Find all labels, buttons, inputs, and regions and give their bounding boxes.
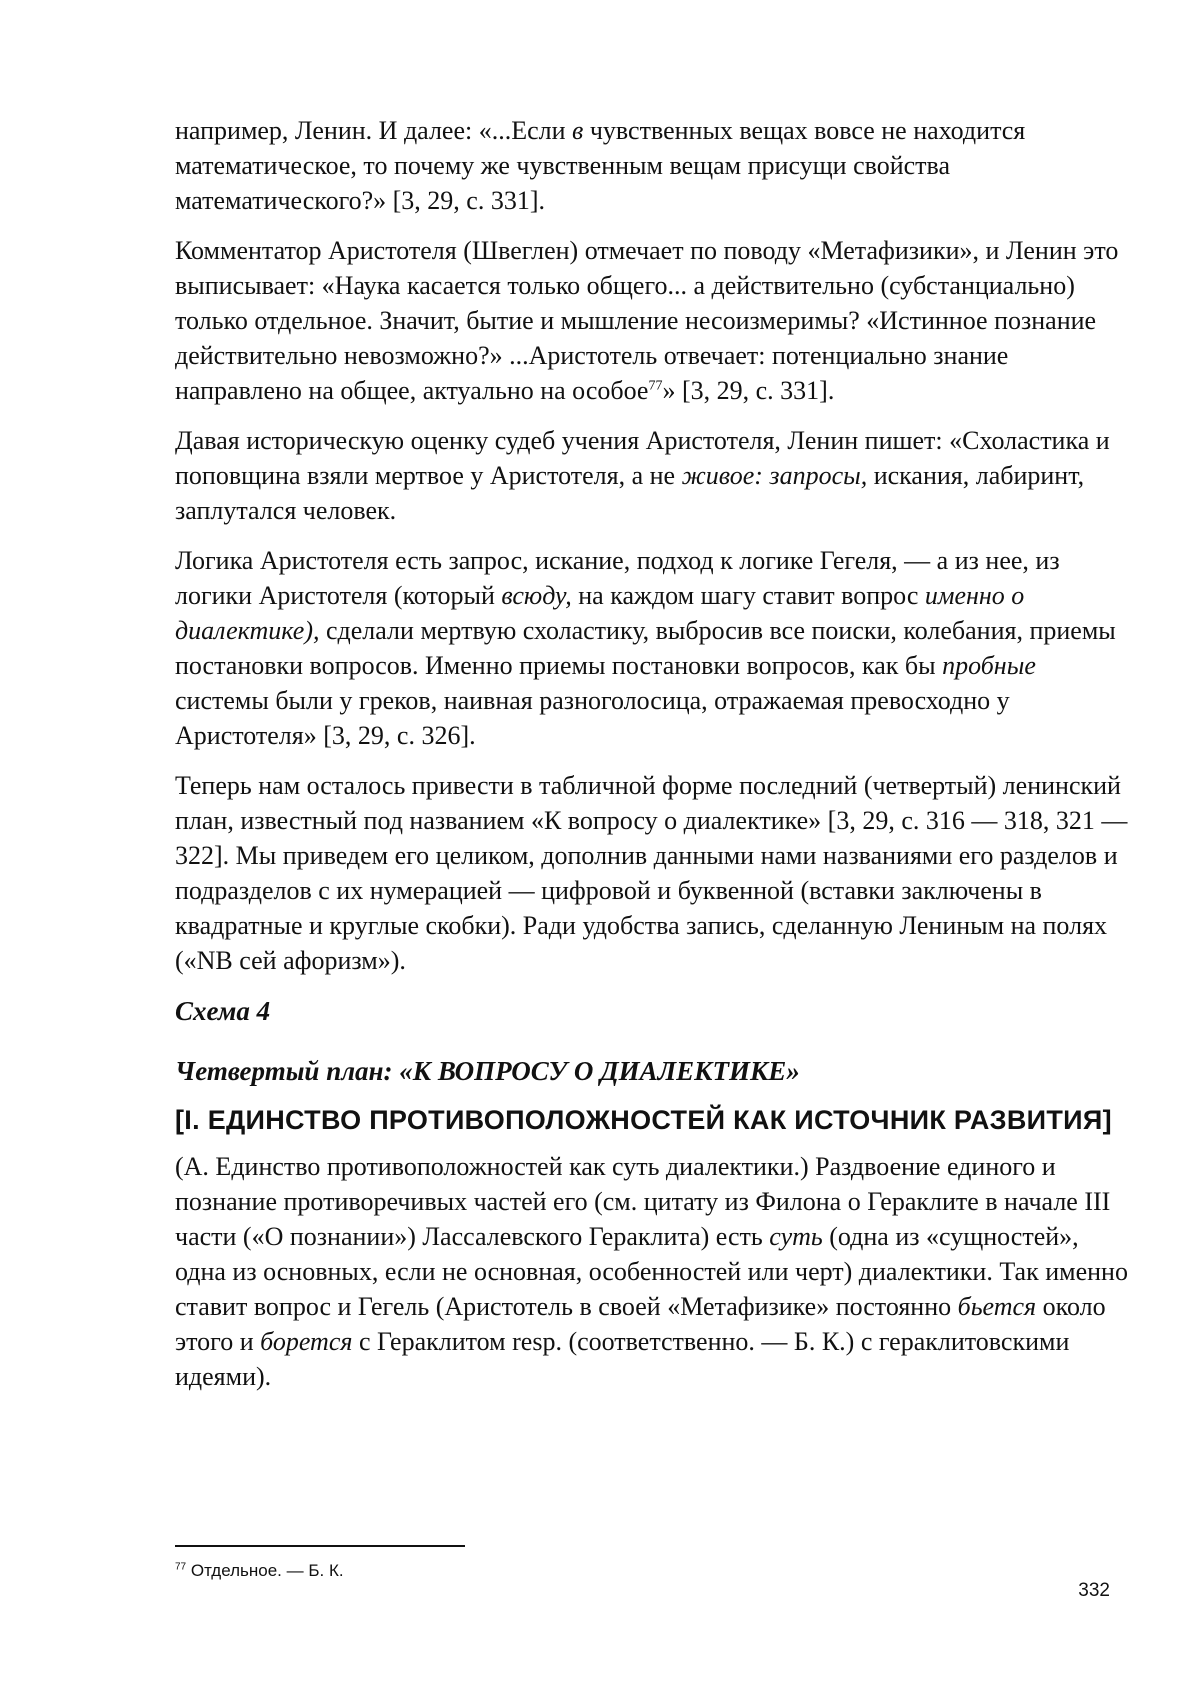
text-run: Давая историческую оценку судеб учения Аристотеля, Ленин пишет: «Схоластика и поповщина взяли мертвое у Аристотеля, а не	[175, 426, 1110, 490]
paragraph-2	[175, 233, 1135, 408]
text-run: (А. Единство противоположностей как суть диалектики.) Раздвоение единого и познание противоречивых частей его (см. цитату из Филона о Гераклите в начале III части («О познании») Лассалевского Гераклита) есть	[175, 1152, 1111, 1251]
footnote-divider	[175, 1545, 465, 1547]
text-run: на каждом шагу ставит вопрос	[571, 581, 925, 610]
italic-run: суть	[769, 1222, 823, 1251]
text-run: чувственных вещах вовсе не находится математическое, то почему же чувственным вещам присущи свойства математического?» [3, 29, с. 331].	[175, 116, 1026, 215]
section-heading: [I. ЕДИНСТВО ПРОТИВОПОЛОЖНОСТЕЙ КАК ИСТОЧНИК РАЗВИТИЯ]	[175, 1105, 1112, 1135]
paragraph-5: Теперь нам осталось привести в табличной форме последний (четвертый) ленинский план, известный под названием «К вопросу о диалектике» [3, 29, с. 316 — 318, 321 — 322]. Мы приведем его целиком, дополнив данными нами названиями его разделов и подразделов с их нумерацией — цифровой и буквенной (вставки заключены в квадратные и круглые скобки). Ради удобства запись, сделанную Лениным на полях («NB сей афоризм»).	[175, 771, 1128, 975]
footnote	[175, 1560, 344, 1582]
italic-run: в	[572, 116, 584, 145]
text-run: системы были у греков, наивная разноголосица, отражаемая превосходно у Аристотеля» [3, 29, с. 326].	[175, 686, 1010, 750]
plan-title: Четвертый план: «К ВОПРОСУ О ДИАЛЕКТИКЕ»	[175, 1056, 800, 1086]
text-run: Комментатор Аристотеля (Швеглен) отмечает по поводу «Метафизики», и Ленин это выписывает: «Наука касается только общего... а действительно (субстанциально) только отдельное. Значит, бытие и мышление несоизмеримы? «Истинное познание действительно невозможно?» ...Аристотель отвечает: потенциально знание направлено на общее, актуально на особое	[175, 236, 1119, 405]
italic-run: пробные	[942, 651, 1036, 680]
text-run: с Гераклитом resp. (соответственно. — Б. К.) с гераклитовскими идеями).	[175, 1327, 1070, 1391]
paragraph-1	[175, 113, 1135, 218]
page-body	[175, 113, 1135, 1409]
italic-run: борется	[260, 1327, 353, 1356]
text-run: например, Ленин. И далее: «...Если	[175, 116, 573, 145]
footnote-number: 77	[175, 1561, 187, 1573]
text-run: искания, лабиринт, заплутался человек.	[175, 461, 1085, 525]
italic-run: именно о диалектике),	[175, 581, 1025, 645]
paragraph-3	[175, 423, 1135, 528]
scheme-title: Схема 4	[175, 996, 271, 1026]
text-run: » [3, 29, с. 331].	[662, 376, 835, 405]
text-run: около этого и	[175, 1292, 1106, 1356]
footnote-ref[interactable]: 77	[648, 378, 663, 394]
italic-run: живое: запросы,	[681, 461, 868, 490]
paragraph-6	[175, 1149, 1135, 1394]
text-run: Логика Аристотеля есть запрос, искание, подход к логике Гегеля, — а из нее, из логики Аристотеля (который	[175, 546, 1060, 610]
italic-run: бьется	[957, 1292, 1037, 1321]
paragraph-4	[175, 543, 1135, 753]
text-run: (одна из «сущностей», одна из основных, если не основная, особенностей или черт) диалектики. Так именно ставит вопрос и Гегель (Аристотель в своей «Метафизике» постоянно	[175, 1222, 1128, 1321]
footnote-text: Отдельное. — Б. К.	[186, 1561, 344, 1580]
page-number: 332	[1078, 1580, 1110, 1601]
text-run: сделали мертвую схоластику, выбросив все поиски, колебания, приемы постановки вопросов. Именно приемы постановки вопросов, как бы	[175, 616, 1116, 680]
italic-run: всюду,	[501, 581, 572, 610]
